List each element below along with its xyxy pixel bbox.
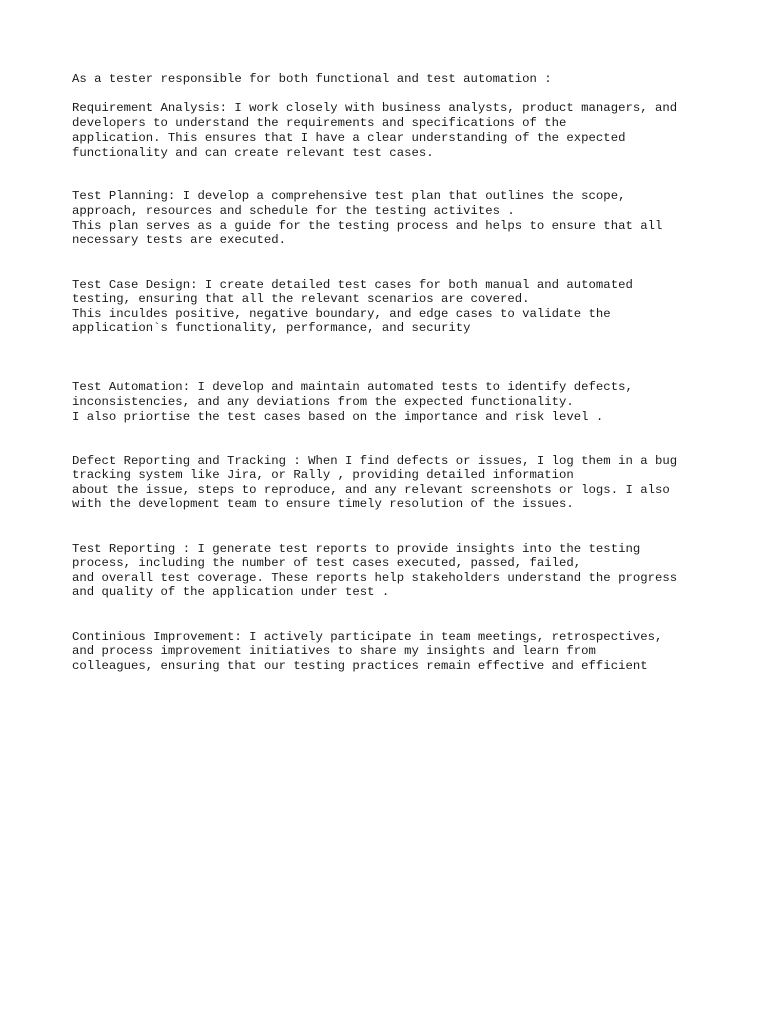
paragraph-line: process, including the number of test cases executed, passed, failed, (72, 556, 582, 570)
paragraph-line: application. This ensures that I have a clear understanding of the expected (72, 131, 626, 145)
paragraph-line: inconsistencies, and any deviations from the expected functionality. (72, 395, 574, 409)
paragraph-line: Requirement Analysis: I work closely with business analysts, product managers, and (72, 101, 678, 115)
paragraph-line: about the issue, steps to reproduce, and any relevant screenshots or logs. I also (72, 483, 670, 497)
paragraph-line: This inculdes positive, negative boundary, and edge cases to validate the (72, 307, 611, 321)
paragraph-line: functionality and can create relevant test cases. (72, 146, 434, 160)
paragraph-line: Continious Improvement: I actively participate in team meetings, retrospectives, (72, 630, 663, 644)
paragraph-line: Test Automation: I develop and maintain automated tests to identify defects, (72, 380, 633, 394)
paragraph-line: Test Planning: I develop a comprehensive test plan that outlines the scope, (72, 189, 626, 203)
intro-line: As a tester responsible for both functional and test automation : (72, 72, 552, 86)
paragraph-line: approach, resources and schedule for the testing activites . (72, 204, 515, 218)
paragraph-line: tracking system like Jira, or Rally , providing detailed information (72, 468, 574, 482)
paragraph-line: and overall test coverage. These reports help stakeholders understand the progress (72, 571, 678, 585)
paragraph-line: necessary tests are executed. (72, 233, 287, 247)
paragraph-line: Test Case Design: I create detailed test cases for both manual and automated (72, 278, 633, 292)
paragraph-line: This plan serves as a guide for the testing process and helps to ensure that all (72, 219, 663, 233)
paragraph-line: and quality of the application under test . (72, 585, 390, 599)
paragraph-line: colleagues, ensuring that our testing practices remain effective and efficient (72, 659, 648, 673)
paragraph-line: application`s functionality, performance, and security (72, 321, 471, 335)
paragraph-line: I also priortise the test cases based on the importance and risk level . (72, 410, 604, 424)
paragraph-line: and process improvement initiatives to share my insights and learn from (72, 644, 596, 658)
paragraph-line: Test Reporting : I generate test reports to provide insights into the testing (72, 542, 641, 556)
paragraph-line: testing, ensuring that all the relevant scenarios are covered. (72, 292, 530, 306)
paragraph-line: with the development team to ensure timely resolution of the issues. (72, 497, 574, 511)
paragraph-line: developers to understand the requirements and specifications of the (72, 116, 567, 130)
paragraph-line: Defect Reporting and Tracking : When I find defects or issues, I log them in a bug (72, 454, 678, 468)
